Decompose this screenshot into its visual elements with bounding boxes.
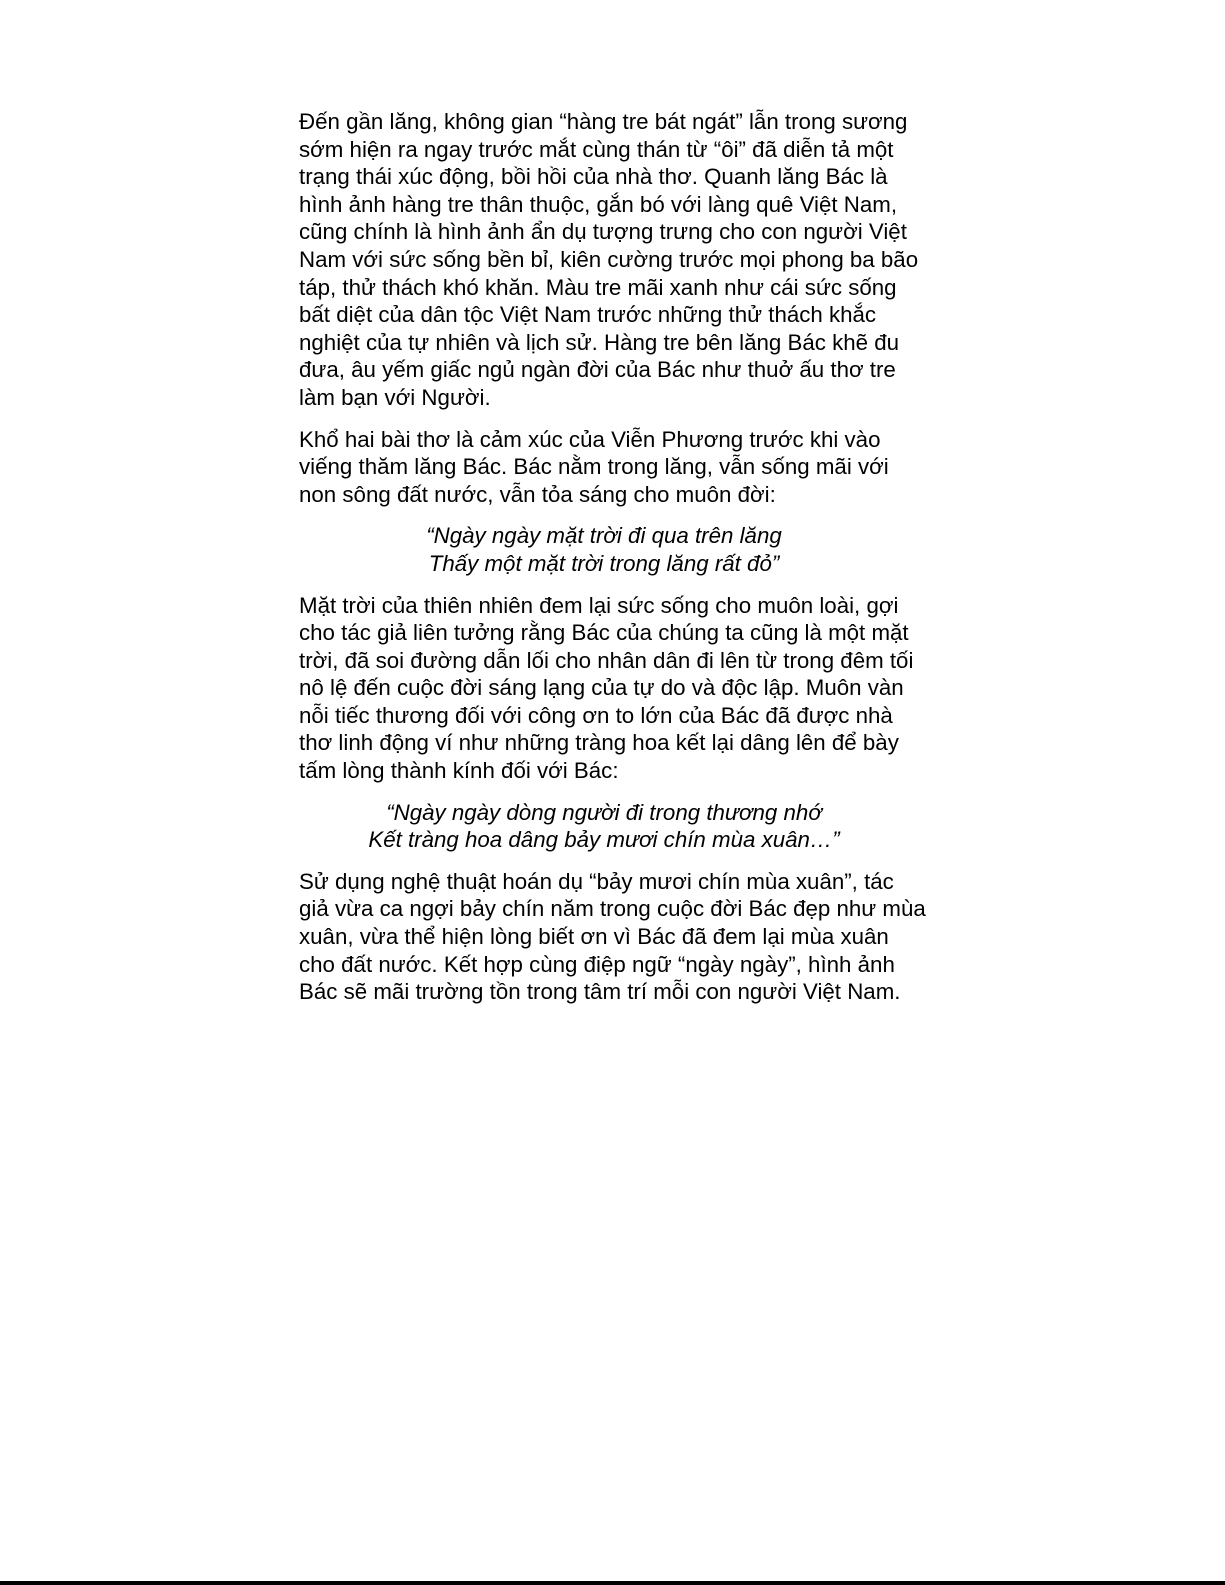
verse-line: Thấy một mặt trời trong lăng rất đỏ” (428, 550, 780, 576)
verse-quote-flowers (299, 799, 909, 854)
verse-quote-sun (299, 522, 909, 577)
verse-line: “Ngày ngày dòng người đi trong thương nhớ (386, 799, 822, 825)
paragraph-second-stanza: Khổ hai bài thơ là cảm xúc của Viễn Phương trước khi vào viếng thăm lăng Bác. Bác nằm trong lăng, vẫn sống mãi với non sông đất nước, vẫn tỏa sáng cho muôn đời: (299, 426, 889, 507)
paragraph-metonymy: Sử dụng nghệ thuật hoán dụ “bảy mươi chín mùa xuân”, tác giả vừa ca ngợi bảy chín năm trong cuộc đời Bác đẹp như mùa xuân, vừa thể hiện lòng biết ơn vì Bác đã đem lại mùa xuân cho đất nước. Kết hợp cùng điệp ngữ “ngày ngày”, hình ảnh Bác sẽ mãi trường tồn trong tâm trí mỗi con người Việt Nam. (299, 868, 926, 1005)
paragraph-sun-metaphor: Mặt trời của thiên nhiên đem lại sức sống cho muôn loài, gợi cho tác giả liên tưởng rằng Bác của chúng ta cũng là một mặt trời, đã soi đường dẫn lối cho nhân dân đi lên từ trong đêm tối nô lệ đến cuộc đời sáng lạng của tự do và độc lập. Muôn vàn nỗi tiếc thương đối với công ơn to lớn của Bác đã được nhà thơ linh động ví như những tràng hoa kết lại dâng lên để bày tấm lòng thành kính đối với Bác: (299, 592, 914, 784)
bottom-edge-rule (0, 1581, 1225, 1585)
text-column (299, 108, 929, 1020)
verse-line: “Ngày ngày mặt trời đi qua trên lăng (426, 523, 782, 549)
paragraph-bamboo: Đến gần lăng, không gian “hàng tre bát ngát” lẫn trong sương sớm hiện ra ngay trước mắt cùng thán từ “ôi” đã diễn tả một trạng thái xúc động, bồi hồi của nhà thơ. Quanh lăng Bác là hình ảnh hàng tre thân thuộc, gắn bó với làng quê Việt Nam, cũng chính là hình ảnh ẩn dụ tượng trưng cho con người Việt Nam với sức sống bền bỉ, kiên cường trước mọi phong ba bão táp, thử thách khó khăn. Màu tre mãi xanh như cái sức sống bất diệt của dân tộc Việt Nam trước những thử thách khắc nghiệt của tự nhiên và lịch sử. Hàng tre bên lăng Bác khẽ đu đưa, âu yếm giấc ngủ ngàn đời của Bác như thuở ấu thơ tre làm bạn với Người. (299, 109, 919, 410)
verse-line: Kết tràng hoa dâng bảy mươi chín mùa xuân…” (368, 827, 840, 853)
